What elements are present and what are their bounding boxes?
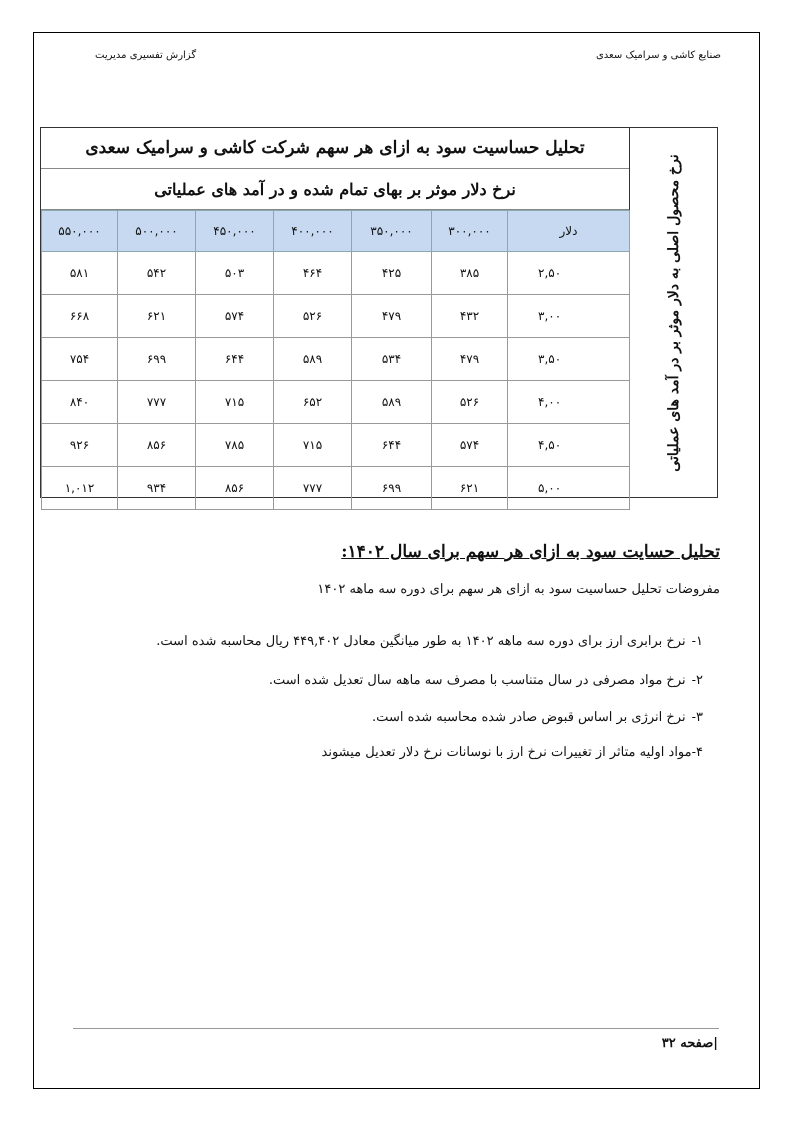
table-cell: ۶۶۸ [42, 295, 118, 338]
section-title: تحلیل حسایت سود به ازای هر سهم برای سال ۱۴۰۲: [341, 542, 720, 562]
table-cell: ۴۷۹ [432, 338, 508, 381]
table-cell: ۸۵۶ [196, 467, 274, 510]
column-header: ۳۰۰,۰۰۰ [432, 211, 508, 252]
column-header: ۴۰۰,۰۰۰ [274, 211, 352, 252]
table-cell: ۵۰۳ [196, 252, 274, 295]
table-cell: ۴۶۴ [274, 252, 352, 295]
table-cell: ۵۳۴ [352, 338, 432, 381]
column-header: ۵۵۰,۰۰۰ [42, 211, 118, 252]
table-cell: ۸۴۰ [42, 381, 118, 424]
column-header: ۳۵۰,۰۰۰ [352, 211, 432, 252]
list-item-number: ۲- [691, 673, 703, 688]
table-cell: ۵۸۹ [352, 381, 432, 424]
table-cell: ۱,۰۱۲ [42, 467, 118, 510]
list-item [372, 710, 703, 725]
table-cell: ۴,۵۰ [508, 424, 630, 467]
table-cell: ۷۷۷ [118, 381, 196, 424]
table-cell: ۳,۰۰ [508, 295, 630, 338]
side-label-cell [629, 128, 717, 497]
section-intro: مفروضات تحلیل حساسیت سود به ازای هر سهم برای دوره سه ماهه ۱۴۰۲ [317, 582, 720, 597]
table-cell: ۶۲۱ [432, 467, 508, 510]
table-row [42, 252, 630, 295]
header-report: گزارش تفسیری مدیریت [95, 50, 197, 61]
header-company: صنایع کاشی و سرامیک سعدی [595, 50, 721, 61]
table-cell: ۳,۵۰ [508, 338, 630, 381]
table-cell: ۵۷۴ [196, 295, 274, 338]
table-row [42, 467, 630, 510]
column-header: ۴۵۰,۰۰۰ [196, 211, 274, 252]
table-cell: ۷۸۵ [196, 424, 274, 467]
table-cell: ۵۲۶ [274, 295, 352, 338]
table-cell: ۶۵۲ [274, 381, 352, 424]
list-item-text: نرخ انرژی بر اساس قبوض صادر شده محاسبه شده است. [372, 710, 686, 725]
table-row [42, 338, 630, 381]
table-cell: ۴۲۵ [352, 252, 432, 295]
table-cell: ۵۷۴ [432, 424, 508, 467]
side-label: نرخ محصول اصلی به دلار موثر بر در آمد های عملیاتی [665, 153, 682, 472]
table-cell: ۴۳۲ [432, 295, 508, 338]
table-cell: ۷۱۵ [196, 381, 274, 424]
table-cell: ۹۳۴ [118, 467, 196, 510]
table-cell: ۶۴۴ [196, 338, 274, 381]
list-item [322, 745, 704, 760]
table-header-row [42, 211, 630, 252]
column-header: دلار [508, 211, 630, 252]
table-cell: ۲,۵۰ [508, 252, 630, 295]
list-item [269, 673, 703, 688]
table-cell: ۴,۰۰ [508, 381, 630, 424]
list-item-text: ۴-مواد اولیه متاثر از تغییرات نرخ ارز با نوسانات نرخ دلار تعدیل میشوند [321, 745, 703, 760]
list-item-text: نرخ برابری ارز برای دوره سه ماهه ۱۴۰۲ به طور میانگین معادل ۴۴۹,۴۰۲ ریال محاسبه شده است. [156, 634, 686, 649]
table-cell: ۷۱۵ [274, 424, 352, 467]
table-title: تحلیل حساسیت سود به ازای هر سهم شرکت کاشی و سرامیک سعدی [41, 128, 629, 169]
table-cell: ۹۲۶ [42, 424, 118, 467]
data-grid [41, 210, 630, 510]
list-item [156, 634, 703, 649]
table-row [42, 295, 630, 338]
table-cell: ۵۸۱ [42, 252, 118, 295]
table-cell: ۸۵۶ [118, 424, 196, 467]
list-item-number: ۱- [691, 634, 703, 649]
table-row [42, 381, 630, 424]
table-cell: ۵۸۹ [274, 338, 352, 381]
table-cell: ۷۷۷ [274, 467, 352, 510]
table-cell: ۶۲۱ [118, 295, 196, 338]
table-cell: ۳۸۵ [432, 252, 508, 295]
list-item-text: نرخ مواد مصرفی در سال متناسب با مصرف سه ماهه سال تعدیل شده است. [268, 673, 686, 688]
table-cell: ۵۲۶ [432, 381, 508, 424]
table-cell: ۶۹۹ [118, 338, 196, 381]
column-header: ۵۰۰,۰۰۰ [118, 211, 196, 252]
table-cell: ۴۷۹ [352, 295, 432, 338]
table-main [41, 128, 629, 510]
table-cell: ۷۵۴ [42, 338, 118, 381]
list-item-number: ۳- [691, 710, 703, 725]
table-row [42, 424, 630, 467]
footer-divider [73, 1028, 719, 1029]
table-subtitle: نرخ دلار موثر بر بهای تمام شده و در آمد های عملیاتی [41, 169, 629, 210]
table-cell: ۶۹۹ [352, 467, 432, 510]
table-cell: ۵۴۲ [118, 252, 196, 295]
table-cell: ۶۴۴ [352, 424, 432, 467]
page-number: |صفحه ۳۲ [661, 1036, 718, 1051]
table-cell: ۵,۰۰ [508, 467, 630, 510]
sensitivity-table [40, 127, 718, 498]
